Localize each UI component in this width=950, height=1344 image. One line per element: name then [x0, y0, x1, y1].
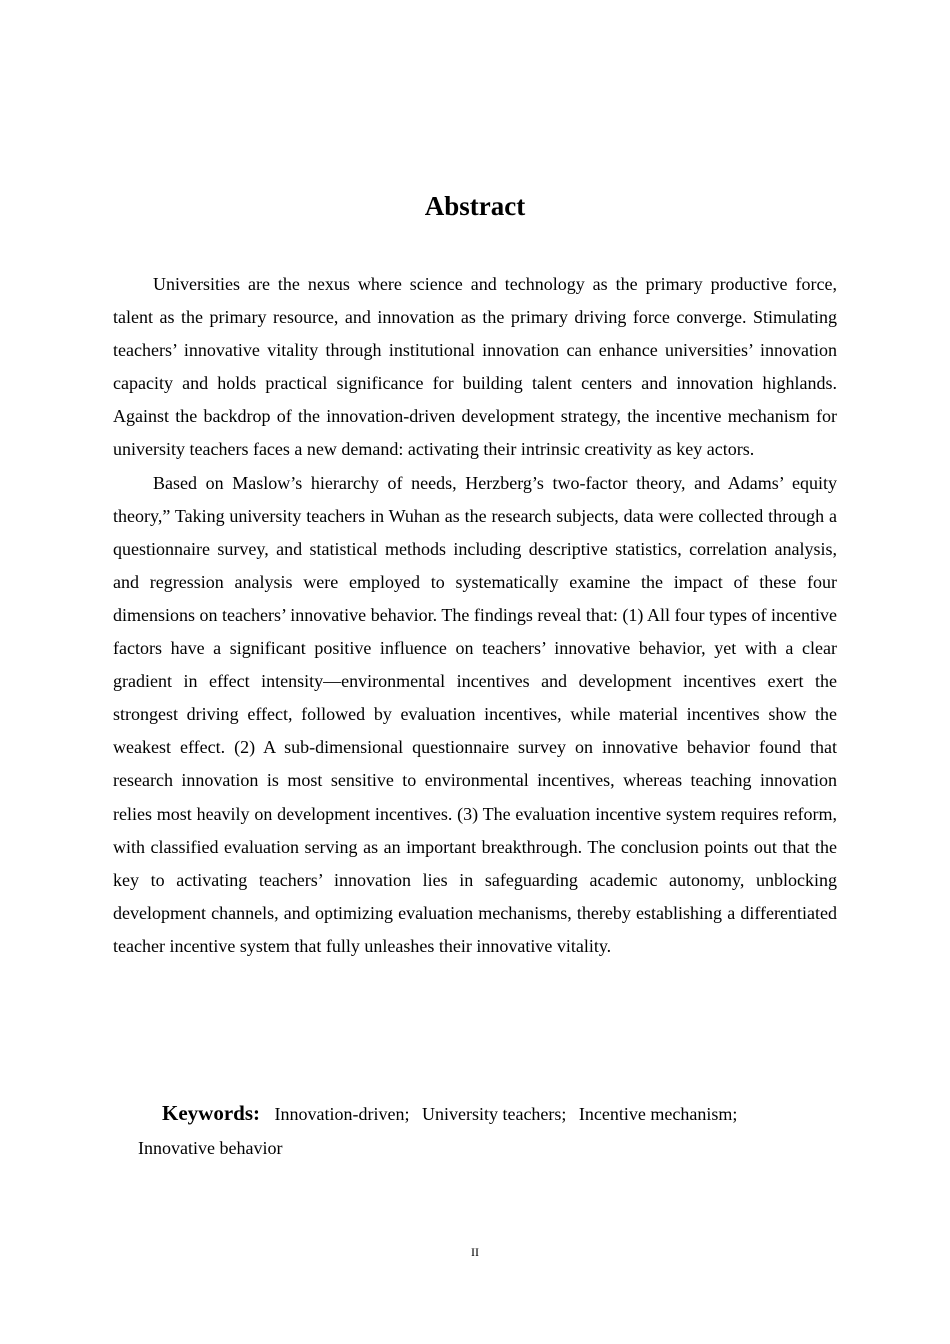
abstract-paragraph-2: Based on Maslow’s hierarchy of needs, Herzberg’s two-factor theory, and Adams’ equity theory,” Taking university teachers in Wuhan as the research subjects, data were collected through a questionnaire survey, and statistical methods including descriptive statistics, correlation analysis, and regression analysis were employed to systematically examine the impact of these four dimensions on teachers’ innovative behavior. The findings reveal that: (1) All four types of incentive factors have a significant positive influence on teachers’ innovative behavior, yet with a clear gradient in effect intensity—environmental incentives and development incentives exert the strongest driving effect, followed by evaluation incentives, while material incentives show the weakest effect. (2) A sub-dimensional questionnaire survey on innovative behavior found that research innovation is most sensitive to environmental incentives, whereas teaching innovation relies most heavily on development incentives. (3) The evaluation incentive system requires reform, with classified evaluation serving as an important breakthrough. The conclusion points out that the key to activating teachers’ innovation lies in safeguarding academic autonomy, unblocking development channels, and optimizing evaluation mechanisms, thereby establishing a differentiated teacher incentive system that fully unleashes their innovative vitality. — [113, 472, 837, 956]
keyword-item: Innovative behavior — [138, 1138, 283, 1158]
keyword-item: Incentive mechanism; — [578, 1104, 738, 1124]
page-number: II — [471, 1245, 479, 1259]
keyword-item: Innovation-driven; — [274, 1104, 410, 1124]
keywords-continuation — [138, 1132, 290, 1165]
abstract-body — [113, 268, 837, 963]
abstract-paragraph-1: Universities are the nexus where science and technology as the primary productive force, talent as the primary resource, and innovation as the primary driving force converge. Stimulating teachers’ innovative vitality through institutional innovation can enhance universities’ innovation capacity and holds practical significance for building talent centers and innovation highlands. Against the backdrop of the innovation-driven development strategy, the incentive mechanism for university teachers faces a new demand: activating their intrinsic creativity as key actors. — [113, 274, 837, 460]
keyword-item: University teachers; — [421, 1104, 567, 1124]
page-title: Abstract — [424, 191, 526, 221]
keywords-line — [162, 1097, 745, 1131]
keywords-label: Keywords: — [162, 1101, 260, 1125]
